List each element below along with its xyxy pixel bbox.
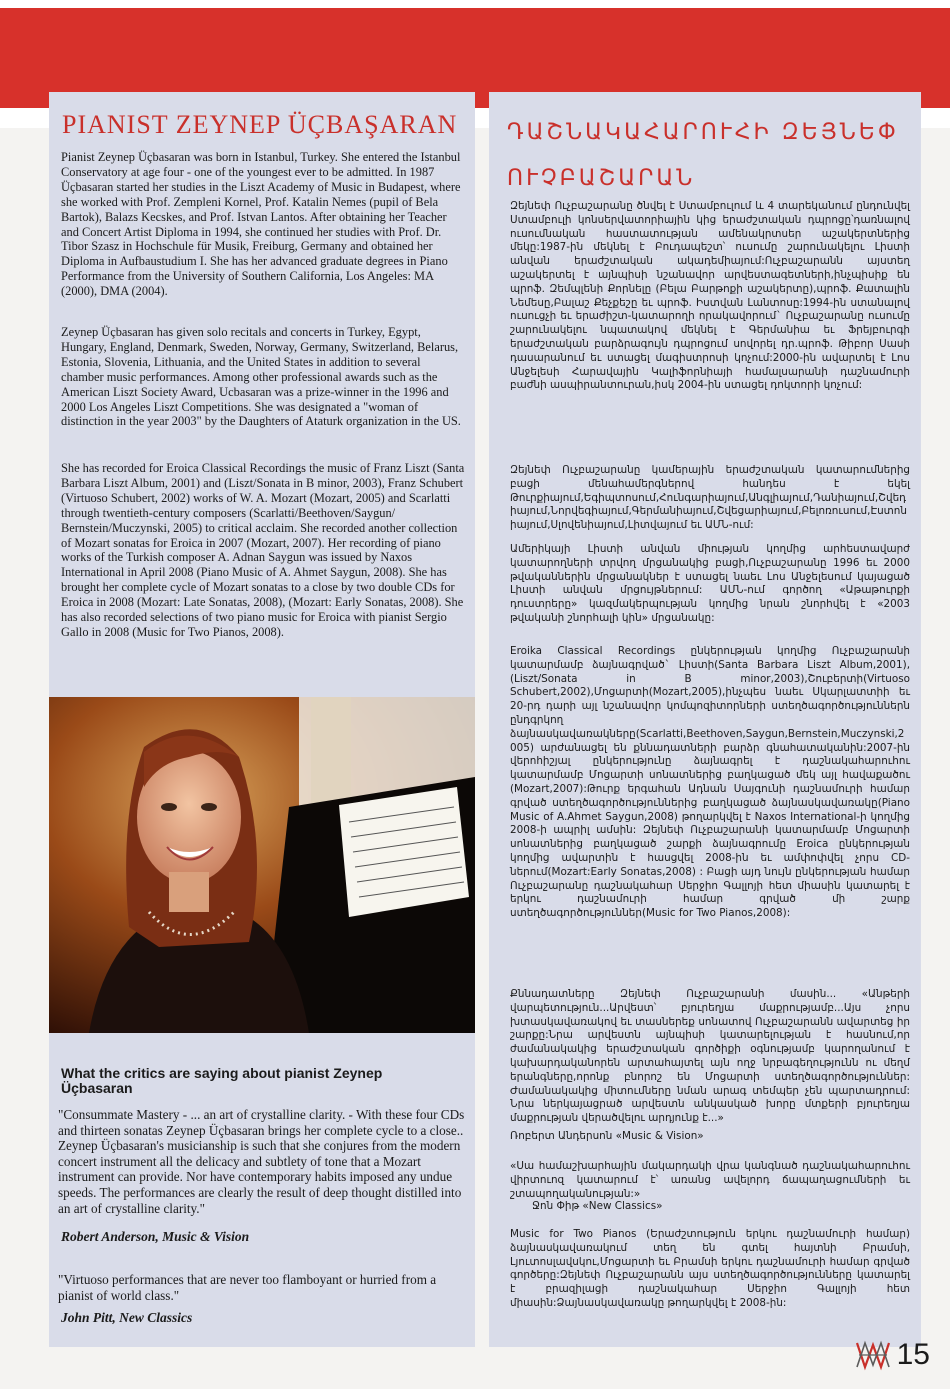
armenian-critics-paragraph: Քննադատները Զեյնեփ Ուչբաշարանի մասին... «Անթերի վարպետություն...Արվեստ՝ բյուրեղյա մաքրությամբ...Այս չորս խտասկավառակով եւ տասներեք սոնատով Ուչբաշարանն ավարտեց իր շարքը:Նրա արվեստն այնպիսի կատարելության է հասնում,որ ժամանակակից երաժշտական գործիքի օգնությամբ կարողանում է կախարդականորեն արտահայտել այն ողջ նրբագեղությունն ու մեղմ երանգները,որոնք բնորոշ են Մոցարտի ստեղծագործություններ: Ժամանակակից միտումները նման արագ տեմպեր չեն պարտադրում: Նրա ներկայացրած արվեստն անկասկած խորը մտքերի բյուրեղյա մաքրության վերածվելու արդյունք է...» xyxy=(510,988,910,1125)
page-number: 15 xyxy=(896,1338,930,1371)
english-career-paragraph: Zeynep Üçbasaran has given solo recitals and concerts in Turkey, Egypt, Hungary, England, Denmark, Sweden, Norway, Germany, Switzerland, Belarus, Estonia, Slovenia, Lithuania, and the United States in addition to several chamber music performances. Among other professional awards such as the American Liszt Society Award, Ucbasaran was a prize-winner in the 1996 and 2000 Los Angeles Liszt Competitions. She was designated a "woman of distinction in the year 2003" by the Daughters of Ataturk organization in the US. xyxy=(61,325,461,429)
armenian-critic-signature-anderson: Ռոբերտ Անդերսոն «Music & Vision» xyxy=(510,1130,704,1142)
page-number-block xyxy=(855,1335,930,1375)
armenian-recordings-paragraph: Eroika Classical Recordings ընկերության կողմից Ուչբաշարանի կատարմամբ ձայնագրված` Լիստի(Santa Barbara Liszt Album,2001),(Liszt/Sonata in B minor,2003),Շուբերտի(Virtuoso Schubert,2002),Մոցարտի(Mozart,2005),ինչպես նաեւ Սկարլատտիի եւ 20-րդ դարի այլ նշանավոր կոմպոզիտորների ստեղծագործություններն ընդգրկող ձայնասկավառակները(Scarlatti,Beethoven,Saygun,Bernstein,Muczynski,2005) արժանացել են քննադատների բարձր գնահատականին:2007-ին վերոհիշյալ ընկերությունը ձայնագրել է դաշնակահարուհու կատարմամբ Մոցարտի սոնատներից բաղկացած մեկ այլ հավաքածու (Mozart,2007):Թուրք երգահան Ադնան Սայգունի դաշնամուրի համար գրված ստեղծագործություններից բաղկացած ձայնասկավառակը(Piano Music of A.Ahmet Saygun,2008) թողարկվել է Naxos International-ի կողմից 2008-ի ապրիլ ամսին: Զեյնեփ Ուչբաշարանի կատարմամբ Մոցարտի սոնատներից բաղկացած շարքի ձայնագրումը Eroica ընկերության կողմից ավարտին է հասցվել 2008-ին եւ ամփոփվել չորս CD-ներում(Mozart:Early Sonatas,2008) : Բացի այդ նույն ընկերության համար Ուչբաշարանը դաշնակահար Սերջիո Գալլոյի հետ միասին կատարել է երկու դաշնամուրի համար գրված մի շարք ստեղծագործություններ(Music for Two Pianos,2008): xyxy=(510,645,910,920)
english-title: PIANIST ZEYNEP ÜÇBAŞARAN xyxy=(62,110,458,139)
armenian-bio-paragraph: Զեյնեփ Ուչբաշարանը ծնվել է Ստամբուլում և 4 տարեկանում ընդունվել Ստամբուլի կոնսերվատորիային կից երաժշտական դպրոցը՝դառնալով ուսումնական հաստատության ամենակրտսեր աշակերտներից մեկը:1987-ին մեկնել է Բուդապեշտ՝ ուսումը շարունակելու Լիստի անվան երաժշտական ակադեմիայում:Ուչբաշարանն այստեղ աշակերտել է այնպիսի նշանավոր արվեստագետների,ինչպիսիք են պրոֆ. Զեմպլենի Քորնելը (Բելա Բարթոքի աշակերտը),պրոֆ. Քատալին Նեմեսը,Բալաշ Քեչքեշը եւ պրոֆ. Իստվան Լանտոսը:1994-ին ստանալով ուսուցչի եւ երաժիշտ-կատարողի որակավորում` Ուչբաշարանը ուսումը շարունակելու նպատակով մեկնել է Գերմանիա եւ Ֆրեյբուրգի երաժշտական բարձրագույն դպրոցում սովորել դր.պրոֆ. Թիբոր Սասի դասարանում եւ ստացել մագիստրոսի կոչում:2000-ին ավարտել է Լոս Անջելեսի Հարավային Կալիֆորնիայի համալսարանի դաշնամուրի բաժնի ասպիրանտուրան,իսկ 2004-ին ստացել դոկտորի կոչում: xyxy=(510,200,910,392)
english-bio-paragraph: Pianist Zeynep Üçbasaran was born in Istanbul, Turkey. She entered the Istanbul Conservatory at age four - one of the youngest ever to be admitted. In 1987 Üçbasaran started her studies in the Liszt Academy of Music in Budapest, where she worked with Prof. Zempleni Kornel, Prof. Katalin Nemes (pupil of Bela Bartok), Balazs Kecskes, and Prof. Istvan Lantos. After obtaining her Teacher and Concert Artist Diploma in 1994, she continued her studies with Prof. Dr. Tibor Szasz in Hochschule für Musik, Freiburg, Germany and obtained her Diploma in Aufbaustudium I. She has her advanced graduate degrees in Piano Performance from the University of Southern California, Los Angeles: MA (2000), DMA (2004). xyxy=(61,150,461,299)
armenian-awards-paragraph: Ամերիկայի Լիստի անվան միության կողմից արհեստավարժ կատարողների տրվող մրցանակից բացի,Ուչբաշարանը 1996 եւ 2000 թվականներին մրցանակներ է ստացել նաեւ Լոս Անջելեսում կայացած Լիստի անվան մրցույթներում: ԱՄՆ-ում գործող «Աթաթուրքի դուստրերը» կազմակերպության կողմից նրան շնորհվել է «2003 թվականի շնորհալի կին» մրցանակը: xyxy=(510,543,910,624)
armenian-concerts-paragraph: Զեյնեփ Ուչբաշարանը կամերային երաժշտական կատարումներից բացի մենահամերգներով հանդես է եկել Թուրքիայում,Եգիպտոսում,Հունգարիայում,Անգլիայում,Դանիայում,Շվեդիայում,Նորվեգիայում,Գերմանիայում,Շվեցարիայում,Բելոռուսում,Էստոնիայում,Սլովենիայում,Լիտվայում եւ ԱՄՆ-ում: xyxy=(510,464,910,532)
english-recordings-paragraph: She has recorded for Eroica Classical Recordings the music of Franz Liszt (Santa Barbara Liszt Album, 2001) and (Liszt/Sonata in B minor, 2003), Franz Schubert (Virtuoso Schubert, 2002) works of W. A. Mozart (Mozart, 2005) and Scarlatti through twentieth-century composers (Scarlatti/Beethoven/Saygun/ Bernstein/Muczynski, 2005) to critical acclaim. She recorded another collection of Mozart sonatas for Eroica in 2007 (Mozart, 2007). Her recording of piano works of the Turkish composer A. Adnan Saygun was issued by Naxos International in April 2008 (Piano Music of A. Ahmet Saygun, 2008). She has brought her complete cycle of Mozart sonatas to a close by two double CDs for Eroica in 2008 (Mozart: Late Sonatas, 2008), (Mozart: Early Sonatas, 2008). She has also recorded selections of two piano music for Eroica with pianist Sergio Gallo in 2008 (Music for Two Pianos, 2008). xyxy=(61,461,465,639)
armenian-critic-signature-pitt: Ջոն Փիթ «New Classics» xyxy=(532,1200,663,1212)
critic-signature-pitt: John Pitt, New Classics xyxy=(61,1310,193,1325)
pianist-photo xyxy=(49,697,475,1033)
magazine-logo-icon xyxy=(855,1339,891,1371)
armenian-title: ԴԱՇՆԱԿԱՀԱՐՈՒՀԻ ԶԵՅՆԵՓ ՈՒՉԲԱՇԱՐԱՆ xyxy=(507,120,899,191)
armenian-two-pianos-paragraph: Music for Two Pianos (Երաժշտություն երկու դաշնամուրի համար) ձայնասկավառակում տեղ են գտել հայտնի Բրամսի, Լյուտոսլավսկու,Մոցարտի եւ Բրամսի երկու դաշնամուրի համար գրված գործերը:Զեյնեփ Ուչբաշարանն այս ստեղծագործությունները կատարել է բրազիլացի դաշնակահար Սերջիո Գալլոյի հետ միասին:Ձայնասկավառակը թողարկվել է 2008-ին: xyxy=(510,1228,910,1309)
critic-signature-anderson: Robert Anderson, Music & Vision xyxy=(61,1229,250,1244)
pianist-portrait-illustration xyxy=(49,697,475,1033)
critics-heading: What the critics are saying about pianist Zeynep Üçbasaran xyxy=(61,1065,383,1096)
critic-quote-anderson: "Consummate Mastery - ... an art of crystalline clarity. - With these four CDs and thirteen sonatas Zeynep Üçbasaran brings her complete cycle to a close.. Zeynep Üçbasaran's musicianship is such that she conjures from the modern concert instrument all the delicacy and subtlety of tone that a Mozart instrument can provide. Nor have contemporary habits imposed any undue speeds. The performances are clearly the result of deep thought distilled into an art of crystalline clarity." xyxy=(58,1107,465,1216)
armenian-critic-quote-pitt: «Սա համաշխարհային մակարդակի վրա կանգնած դաշնակահարուհու վիրտուոզ կատարում է՝ առանց ավելորդ ճապաղացումների եւ շտապողականության:» xyxy=(510,1160,910,1200)
critic-quote-pitt: "Virtuoso performances that are never too flamboyant or hurried from a pianist of world class." xyxy=(58,1272,437,1303)
